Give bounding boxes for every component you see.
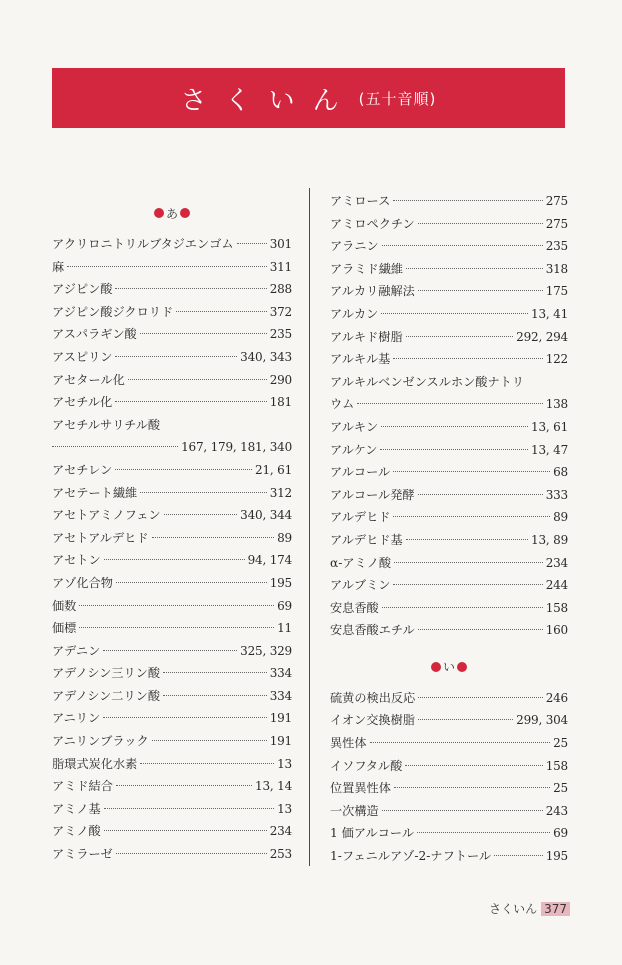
index-entry bbox=[52, 662, 292, 685]
index-entry bbox=[330, 619, 568, 642]
index-entry bbox=[330, 235, 568, 258]
entry-term: アルキン bbox=[330, 419, 379, 434]
dot-leader bbox=[405, 765, 542, 766]
entry-pages: 195 bbox=[269, 575, 292, 590]
entry-term: アデニン bbox=[52, 643, 101, 658]
entry-term: アセチレン bbox=[52, 462, 113, 477]
dot-leader bbox=[115, 469, 252, 470]
entry-term: アルブミン bbox=[330, 578, 391, 593]
entry-pages: 244 bbox=[545, 578, 568, 593]
index-entry bbox=[52, 843, 292, 866]
entry-term: アジピン酸ジクロリド bbox=[52, 304, 174, 319]
entry-term: アルコール bbox=[330, 465, 391, 480]
entry-term: アルキルベンゼンスルホン酸ナトリ bbox=[330, 374, 525, 389]
index-entry bbox=[52, 233, 292, 256]
dot-leader bbox=[103, 650, 237, 651]
dot-leader bbox=[406, 268, 543, 269]
entry-term: アデノシン二リン酸 bbox=[52, 688, 161, 703]
entry-pages: 318 bbox=[545, 261, 568, 276]
entry-term: アミノ酸 bbox=[52, 824, 101, 839]
dot-leader bbox=[140, 492, 266, 493]
entry-pages: 160 bbox=[545, 623, 568, 638]
entry-pages: 292, 294 bbox=[516, 329, 568, 344]
footer-label: さくいん bbox=[489, 902, 538, 916]
entry-term: アセトアミノフェン bbox=[52, 508, 161, 523]
dot-leader bbox=[116, 853, 267, 854]
dot-leader bbox=[115, 356, 237, 357]
index-entry bbox=[330, 800, 568, 823]
entry-term: 1-フェニルアゾ-2-ナフトール bbox=[330, 849, 492, 864]
dot-leader bbox=[418, 719, 513, 720]
index-entry bbox=[330, 687, 568, 710]
dot-leader bbox=[394, 562, 543, 563]
dot-leader bbox=[381, 426, 528, 427]
entry-term: アミラーゼ bbox=[52, 847, 113, 862]
index-entry bbox=[52, 414, 292, 437]
index-entry bbox=[330, 529, 568, 552]
section-label: い bbox=[442, 660, 455, 675]
index-entry bbox=[330, 777, 568, 800]
index-entry bbox=[52, 391, 292, 414]
entry-pages: 175 bbox=[545, 284, 568, 299]
entry-pages: 234 bbox=[269, 824, 292, 839]
entry-term: 安息香酸エチル bbox=[330, 623, 415, 638]
entry-pages: 301 bbox=[269, 237, 292, 251]
entry-term: 硫黄の検出反応 bbox=[330, 690, 416, 705]
entry-term: アセトン bbox=[52, 553, 101, 568]
entry-pages: 325, 329 bbox=[240, 643, 292, 658]
entry-pages: 25 bbox=[553, 736, 568, 751]
page-number: 377 bbox=[541, 902, 570, 916]
entry-term: アルコール発酵 bbox=[330, 487, 415, 502]
dot-leader bbox=[140, 333, 267, 334]
dot-leader bbox=[406, 336, 514, 337]
section-header-i bbox=[330, 654, 568, 680]
index-entry bbox=[52, 369, 292, 392]
index-entry bbox=[52, 595, 292, 618]
entry-term: アルカリ融解法 bbox=[330, 284, 415, 299]
dot-leader bbox=[418, 697, 542, 698]
entry-pages: 69 bbox=[553, 826, 568, 841]
entry-pages: 13, 14 bbox=[255, 779, 292, 794]
entry-pages: 21, 61 bbox=[255, 462, 292, 477]
index-entry bbox=[52, 323, 292, 346]
entry-term: 麻 bbox=[52, 259, 65, 274]
dot-leader bbox=[128, 379, 267, 380]
red-dot-icon bbox=[154, 208, 164, 218]
dot-leader bbox=[393, 200, 542, 201]
dot-leader bbox=[418, 290, 543, 291]
column-divider bbox=[309, 188, 310, 866]
entry-pages: 167, 179, 181, 340 bbox=[181, 440, 292, 455]
index-entry bbox=[330, 280, 568, 303]
entry-pages: 13 bbox=[277, 756, 292, 771]
entry-term: アルデヒド bbox=[330, 510, 391, 525]
index-entry bbox=[330, 371, 568, 394]
dot-leader bbox=[115, 401, 266, 402]
entry-term: 一次構造 bbox=[330, 803, 379, 818]
index-entry bbox=[52, 572, 292, 595]
entry-term: イオン交換樹脂 bbox=[330, 713, 415, 728]
dot-leader bbox=[370, 742, 551, 743]
index-entry bbox=[52, 707, 292, 730]
index-entry bbox=[52, 820, 292, 843]
dot-leader bbox=[382, 245, 543, 246]
dot-leader bbox=[393, 471, 550, 472]
index-entry bbox=[52, 301, 292, 324]
index-entry bbox=[52, 256, 292, 279]
entry-term: 価標 bbox=[52, 621, 77, 636]
entry-term: アセトアルデヒド bbox=[52, 530, 149, 545]
dot-leader bbox=[79, 627, 274, 628]
index-column-left bbox=[52, 200, 292, 866]
index-entry bbox=[330, 822, 568, 845]
red-dot-icon bbox=[457, 662, 467, 672]
index-entry bbox=[52, 459, 292, 482]
index-list-i bbox=[330, 687, 568, 868]
entry-term: アルキド樹脂 bbox=[330, 329, 403, 344]
entry-pages: 288 bbox=[269, 282, 292, 297]
dot-leader bbox=[152, 740, 267, 741]
index-entry bbox=[330, 506, 568, 529]
entry-term: ウム bbox=[330, 397, 355, 412]
dot-leader bbox=[381, 313, 528, 314]
entry-pages: 299, 304 bbox=[516, 713, 568, 728]
entry-pages: 234 bbox=[545, 555, 568, 570]
index-entry bbox=[52, 482, 292, 505]
dot-leader bbox=[418, 223, 543, 224]
dot-leader bbox=[116, 582, 267, 583]
entry-term: アセチル化 bbox=[52, 395, 113, 410]
index-entry bbox=[52, 504, 292, 527]
index-entry bbox=[330, 303, 568, 326]
entry-term: イソフタル酸 bbox=[330, 758, 403, 773]
entry-pages: 235 bbox=[545, 239, 568, 254]
entry-pages: 195 bbox=[545, 849, 568, 864]
entry-term: アルケン bbox=[330, 442, 378, 457]
entry-pages: 290 bbox=[269, 372, 292, 387]
entry-pages: 311 bbox=[269, 259, 292, 274]
entry-term: 価数 bbox=[52, 598, 77, 613]
entry-term: アルカン bbox=[330, 306, 379, 321]
index-entry bbox=[330, 326, 568, 349]
entry-pages: 13 bbox=[277, 801, 292, 816]
entry-pages: 275 bbox=[545, 216, 568, 231]
entry-pages: 13, 47 bbox=[531, 442, 568, 457]
index-entry bbox=[52, 527, 292, 550]
entry-pages: 69 bbox=[277, 598, 292, 613]
entry-pages: 89 bbox=[553, 510, 568, 525]
entry-pages: 340, 344 bbox=[240, 508, 292, 523]
entry-pages: 246 bbox=[545, 690, 568, 705]
dot-leader bbox=[104, 830, 267, 831]
dot-leader bbox=[163, 695, 267, 696]
entry-term: アラニン bbox=[330, 239, 379, 254]
entry-pages: 191 bbox=[269, 734, 292, 749]
dot-leader bbox=[67, 266, 267, 267]
entry-term: アクリロニトリルブタジエンゴム bbox=[52, 237, 234, 251]
index-entry bbox=[330, 709, 568, 732]
entry-term: アニリン bbox=[52, 711, 101, 726]
index-entry bbox=[330, 393, 568, 416]
entry-pages: 94, 174 bbox=[247, 553, 292, 568]
page-footer bbox=[489, 900, 570, 917]
entry-pages: 275 bbox=[545, 194, 568, 208]
dot-leader bbox=[237, 243, 267, 244]
entry-pages: 13, 61 bbox=[531, 419, 568, 434]
red-dot-icon bbox=[180, 208, 190, 218]
index-entry bbox=[52, 436, 292, 459]
entry-term: アニリンブラック bbox=[52, 734, 149, 749]
title-banner bbox=[52, 68, 565, 128]
entry-pages: 11 bbox=[277, 621, 292, 636]
entry-term: 位置異性体 bbox=[330, 781, 391, 796]
index-entry bbox=[330, 416, 568, 439]
index-entry bbox=[330, 732, 568, 755]
entry-term: アラミド繊維 bbox=[330, 261, 404, 276]
entry-term: 1 価アルコール bbox=[330, 826, 415, 841]
dot-leader bbox=[393, 516, 550, 517]
entry-pages: 13, 41 bbox=[531, 306, 568, 321]
entry-pages: 181 bbox=[269, 395, 292, 410]
index-column-right bbox=[330, 190, 568, 868]
entry-pages: 334 bbox=[269, 666, 292, 681]
entry-term: アミノ基 bbox=[52, 801, 101, 816]
index-entry bbox=[52, 549, 292, 572]
dot-leader bbox=[164, 514, 238, 515]
page-title: さくいん bbox=[180, 85, 357, 116]
entry-term: 異性体 bbox=[330, 736, 367, 751]
index-entry bbox=[52, 617, 292, 640]
entry-term: アミド結合 bbox=[52, 779, 113, 794]
index-entry bbox=[52, 753, 292, 776]
entry-term: アルキル基 bbox=[330, 352, 391, 367]
entry-term: アルデヒド基 bbox=[330, 532, 403, 547]
index-entry bbox=[330, 597, 568, 620]
entry-term: 脂環式炭化水素 bbox=[52, 756, 138, 771]
index-entry bbox=[52, 730, 292, 753]
entry-term: アセタール化 bbox=[52, 372, 125, 387]
index-entry bbox=[52, 685, 292, 708]
dot-leader bbox=[103, 717, 267, 718]
dot-leader bbox=[357, 403, 542, 404]
section-header-a bbox=[52, 200, 292, 226]
dot-leader bbox=[393, 358, 542, 359]
dot-leader bbox=[393, 584, 542, 585]
index-entry bbox=[330, 461, 568, 484]
entry-pages: 243 bbox=[545, 803, 568, 818]
dot-leader bbox=[104, 808, 274, 809]
index-entry bbox=[330, 213, 568, 236]
dot-leader bbox=[52, 446, 178, 447]
entry-pages: 333 bbox=[545, 487, 568, 502]
entry-term: α-アミノ酸 bbox=[330, 555, 392, 570]
entry-term: アミロース bbox=[330, 194, 391, 208]
entry-term: アスパラギン酸 bbox=[52, 327, 137, 342]
entry-pages: 13, 89 bbox=[531, 532, 568, 547]
dot-leader bbox=[104, 559, 245, 560]
entry-term: アスピリン bbox=[52, 349, 113, 364]
entry-term: アセテート繊維 bbox=[52, 485, 138, 500]
entry-pages: 122 bbox=[545, 352, 568, 367]
index-entry bbox=[330, 755, 568, 778]
dot-leader bbox=[163, 672, 267, 673]
entry-pages: 191 bbox=[269, 711, 292, 726]
entry-pages: 25 bbox=[553, 781, 568, 796]
entry-term: アデノシン三リン酸 bbox=[52, 666, 161, 681]
dot-leader bbox=[176, 311, 267, 312]
dot-leader bbox=[394, 787, 550, 788]
index-entry bbox=[330, 190, 568, 213]
entry-pages: 334 bbox=[269, 688, 292, 703]
page-subtitle: (五十音順) bbox=[358, 89, 437, 108]
dot-leader bbox=[494, 855, 543, 856]
dot-leader bbox=[380, 449, 528, 450]
index-entry bbox=[52, 798, 292, 821]
entry-term: アゾ化合物 bbox=[52, 575, 113, 590]
entry-pages: 235 bbox=[269, 327, 292, 342]
section-label: あ bbox=[165, 206, 178, 221]
index-entry bbox=[330, 439, 568, 462]
index-entry bbox=[330, 845, 568, 868]
red-dot-icon bbox=[431, 662, 441, 672]
index-entry bbox=[52, 346, 292, 369]
dot-leader bbox=[115, 288, 266, 289]
entry-pages: 312 bbox=[269, 485, 292, 500]
index-entry bbox=[52, 278, 292, 301]
index-entry bbox=[330, 258, 568, 281]
dot-leader bbox=[406, 539, 528, 540]
dot-leader bbox=[152, 537, 275, 538]
dot-leader bbox=[418, 494, 543, 495]
dot-leader bbox=[382, 607, 543, 608]
dot-leader bbox=[417, 832, 550, 833]
index-entry bbox=[330, 552, 568, 575]
index-entry bbox=[330, 348, 568, 371]
index-entry bbox=[330, 484, 568, 507]
entry-pages: 340, 343 bbox=[240, 349, 292, 364]
entry-pages: 89 bbox=[277, 530, 292, 545]
entry-pages: 253 bbox=[269, 847, 292, 862]
index-entry bbox=[52, 640, 292, 663]
entry-pages: 68 bbox=[553, 465, 568, 480]
entry-pages: 372 bbox=[269, 304, 292, 319]
dot-leader bbox=[140, 763, 274, 764]
entry-term: 安息香酸 bbox=[330, 600, 379, 615]
dot-leader bbox=[116, 785, 252, 786]
entry-term: アミロペクチン bbox=[330, 216, 415, 231]
entry-pages: 138 bbox=[545, 397, 568, 412]
index-entry bbox=[52, 775, 292, 798]
dot-leader bbox=[382, 810, 543, 811]
dot-leader bbox=[79, 605, 274, 606]
index-list-a-left bbox=[52, 233, 292, 866]
entry-pages: 158 bbox=[545, 600, 568, 615]
entry-term: アジピン酸 bbox=[52, 282, 113, 297]
entry-pages: 158 bbox=[545, 758, 568, 773]
index-list-a-right bbox=[330, 190, 568, 642]
index-entry bbox=[330, 574, 568, 597]
dot-leader bbox=[418, 629, 543, 630]
entry-term: アセチルサリチル酸 bbox=[52, 417, 161, 432]
